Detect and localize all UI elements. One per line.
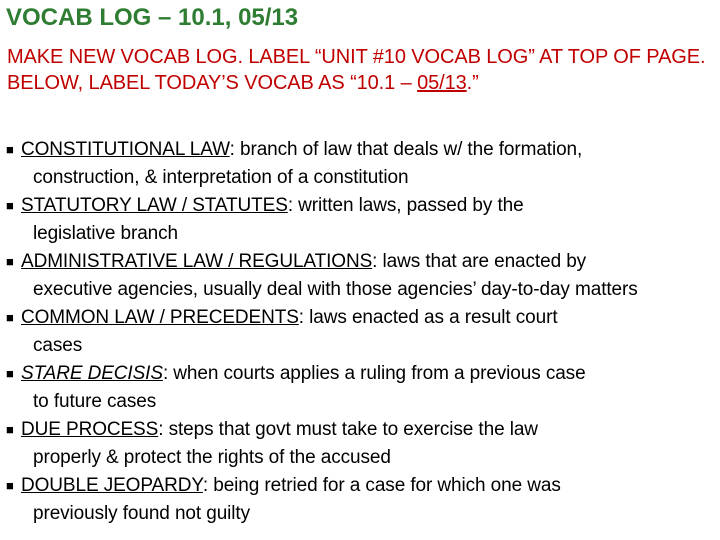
vocab-definition-cont: executive agencies, usually deal with those agencies’ day-to-day matters — [33, 279, 638, 300]
vocab-definition: : when courts applies a ruling from a previous case — [162, 363, 586, 384]
vocab-definition-cont: cases — [33, 335, 83, 356]
vocab-definition-cont: previously found not guilty — [33, 503, 250, 524]
vocab-list — [6, 136, 716, 528]
bullet-icon: ■ — [6, 254, 14, 269]
vocab-item-administrative-law — [6, 248, 716, 304]
vocab-definition: : steps that govt must take to exercise the law — [158, 419, 538, 440]
vocab-definition: : branch of law that deals w/ the formation, — [229, 139, 583, 160]
vocab-term: COMMON LAW / PRECEDENTS — [21, 307, 299, 328]
vocab-definition: : laws that are enacted by — [372, 251, 587, 272]
vocab-definition-cont: properly & protect the rights of the accused — [33, 447, 391, 468]
vocab-item-double-jeopardy — [6, 472, 716, 528]
vocab-item-constitutional-law — [6, 136, 716, 192]
bullet-icon: ■ — [6, 422, 14, 437]
bullet-icon: ■ — [6, 478, 14, 493]
vocab-item-statutory-law — [6, 192, 716, 248]
slide-title: VOCAB LOG – 10.1, 05/13 — [6, 4, 299, 31]
vocab-item-due-process — [6, 416, 716, 472]
vocab-definition: : laws enacted as a result court — [298, 307, 558, 328]
vocab-term: STARE DECISIS — [21, 363, 163, 384]
vocab-term: DOUBLE JEOPARDY — [21, 475, 203, 496]
vocab-definition-cont: to future cases — [33, 391, 157, 412]
vocab-definition-cont: legislative branch — [33, 223, 179, 244]
vocab-definition-cont: construction, & interpretation of a constitution — [33, 167, 409, 188]
vocab-term: STATUTORY LAW / STATUTES — [21, 195, 288, 216]
vocab-definition: : written laws, passed by the — [287, 195, 524, 216]
bullet-icon: ■ — [6, 310, 14, 325]
bullet-icon: ■ — [6, 198, 14, 213]
vocab-definition: : being retried for a case for which one was — [202, 475, 561, 496]
bullet-icon: ■ — [6, 142, 14, 157]
vocab-term: ADMINISTRATIVE LAW / REGULATIONS — [21, 251, 373, 272]
instructions-date: 05/13 — [417, 72, 467, 94]
vocab-item-stare-decisis — [6, 360, 716, 416]
vocab-item-common-law — [6, 304, 716, 360]
instructions — [7, 44, 707, 96]
bullet-icon: ■ — [6, 366, 14, 381]
instructions-end: .” — [466, 72, 479, 94]
instructions-text: MAKE NEW VOCAB LOG. LABEL “UNIT #10 VOCAB LOG” AT TOP OF PAGE. BELOW, LABEL TODAY’S VOCAB AS “10.1 – — [7, 46, 706, 94]
vocab-term: CONSTITUTIONAL LAW — [21, 139, 230, 160]
vocab-term: DUE PROCESS — [21, 419, 159, 440]
